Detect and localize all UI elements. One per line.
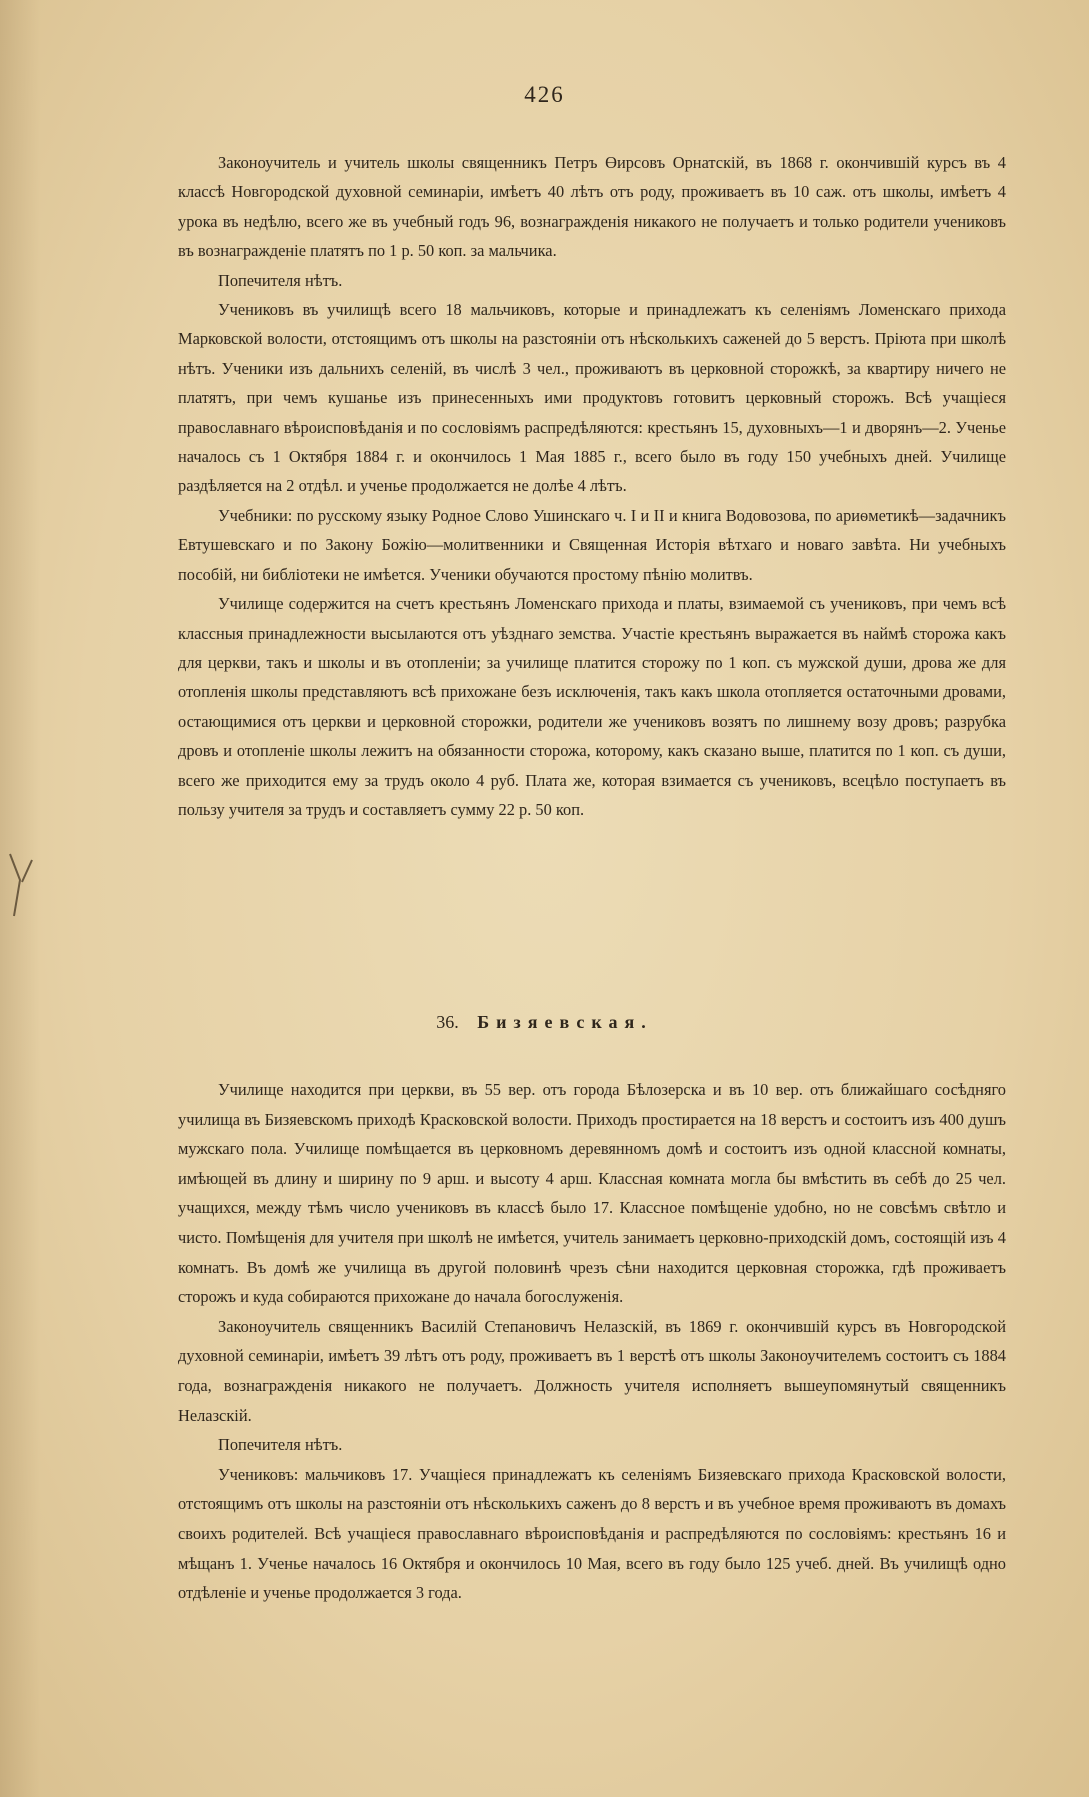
paragraph: Училище находится при церкви, въ 55 вер. отъ города Бѣлозерска и въ 10 вер. отъ ближайшаго сосѣдняго училища въ Бизяевскомъ приходѣ Красковской волости. Приходъ простирается на 18 верстъ и состоитъ изъ 400 душъ мужскаго пола. Училище помѣщается въ церковномъ деревянномъ домѣ и состоитъ изъ одной классной комнаты, имѣющей въ длину и ширину по 9 арш. и высоту 4 арш. Классная комната могла бы вмѣстить въ себѣ до 25 чел. учащихся, между тѣмъ число учениковъ въ классѣ было 17. Классное помѣщеніе удобно, но не совсѣмъ свѣтло и чисто. Помѣщенія для учителя при школѣ не имѣется, учитель занимаетъ церковно-приходскій домъ, состоящій изъ 4 комнатъ. Въ домѣ же училища въ другой половинѣ чрезъ сѣни находится церковная сторожка, гдѣ проживаетъ сторожъ и куда собираются прихожане до начала богослуженія. — [178, 1080, 1006, 1307]
section-title: Бизяевская. — [477, 1012, 653, 1032]
paragraph: Попечителя нѣтъ. — [218, 270, 343, 290]
paragraph: Законоучитель и учитель школы священникъ Петръ Өирсовъ Орнатскій, въ 1868 г. окончившій курсъ въ 4 классѣ Новгородской духовной семинаріи, имѣетъ 40 лѣтъ отъ роду, проживаетъ въ 10 саж. отъ школы, имѣетъ 4 урока въ недѣлю, всего же въ учебный годъ 96, вознагражденія никакого не получаетъ и только родители учениковъ въ вознагражденіе платятъ по 1 р. 50 коп. за мальчика. — [178, 153, 1006, 261]
paragraph: Попечителя нѣтъ. — [218, 1435, 343, 1455]
section-1-body — [178, 148, 1006, 824]
paragraph: Учебники: по русскому языку Родное Слово Ушинскаго ч. I и II и книга Водовозова, по ариѳметикѣ—задачникъ Евтушевскаго и по Закону Божію—молитвенники и Священная Исторія вѣтхаго и новаго завѣта. Ни учебныхъ пособій, ни библіотеки не имѣется. Ученики обучаются простому пѣнію молитвъ. — [178, 505, 1006, 584]
page-number: 426 — [524, 82, 565, 107]
paragraph: Законоучитель священникъ Василій Степановичъ Нелазскій, въ 1869 г. окончившій курсъ въ Новгородской духовной семинаріи, имѣетъ 39 лѣтъ отъ роду, проживаетъ въ 1 верстѣ отъ школы Законоучителемъ состоитъ съ 1884 года, вознагражденія никакого не получаетъ. Должность учителя исполняетъ вышеупомянутый священникъ Нелазскій. — [178, 1316, 1006, 1425]
section-heading — [0, 1012, 1089, 1033]
section-number: 36. — [436, 1012, 459, 1032]
margin-mark — [6, 850, 36, 920]
paragraph: Учениковъ въ училищѣ всего 18 мальчиковъ, которые и принадлежатъ къ селеніямъ Ломенскаго прихода Марковской волости, отстоящимъ отъ школы на разстояніи отъ нѣсколькихъ саженей до 5 верстъ. Пріюта при школѣ нѣтъ. Ученики изъ дальнихъ селеній, въ числѣ 3 чел., проживаютъ въ церковной сторожкѣ, за квартиру ничего не платятъ, при чемъ кушанье изъ принесенныхъ ими продуктовъ готовитъ церковный сторожъ. Всѣ учащіеся православнаго вѣроисповѣданія и по сословіямъ распредѣляются: крестьянъ 15, духовныхъ—1 и дворянъ—2. Ученье началось съ 1 Октября 1884 г. и окончилось 1 Мая 1885 г., всего было въ году 150 учебныхъ дней. Училище раздѣляется на 2 отдѣл. и ученье продолжается не долѣе 4 лѣтъ. — [178, 300, 1006, 496]
paragraph: Училище содержится на счетъ крестьянъ Ломенскаго прихода и платы, взимаемой съ учениковъ, при чемъ всѣ классныя принадлежности высылаются отъ уѣзднаго земства. Участіе крестьянъ выражается въ наймѣ сторожа какъ для церкви, такъ и школы и въ отопленіи; за училище платится сторожу по 1 коп. съ мужской души, дрова же для отопленія школы представляютъ всѣ прихожане безъ исключенія, такъ какъ школа отопляется остаточными дровами, остающимися отъ церкви и церковной сторожки, родители же учениковъ возятъ по лишнему возу дровъ; разрубка дровъ и отопленіе школы лежитъ на обязанности сторожа, которому, какъ сказано выше, платится по 1 коп. съ души, всего же приходится ему за трудъ около 4 руб. Плата же, которая взимается съ учениковъ, всецѣло поступаетъ въ пользу учителя за трудъ и составляетъ сумму 22 р. 50 коп. — [178, 594, 1006, 819]
section-2-body — [178, 1075, 1006, 1608]
paragraph: Учениковъ: мальчиковъ 17. Учащіеся принадлежатъ къ селеніямъ Бизяевскаго прихода Красковской волости, отстоящимъ отъ школы на разстояніи отъ нѣсколькихъ саженъ до 8 верстъ и въ учебное время проживаютъ въ домахъ своихъ родителей. Всѣ учащіеся православнаго вѣроисповѣданія и распредѣляются по сословіямъ: крестьянъ 16 и мѣщанъ 1. Ученье началось 16 Октября и окончилось 10 Мая, всего въ году было 125 учеб. дней. Въ училищѣ одно отдѣленіе и ученье продолжается 3 года. — [178, 1464, 1006, 1603]
